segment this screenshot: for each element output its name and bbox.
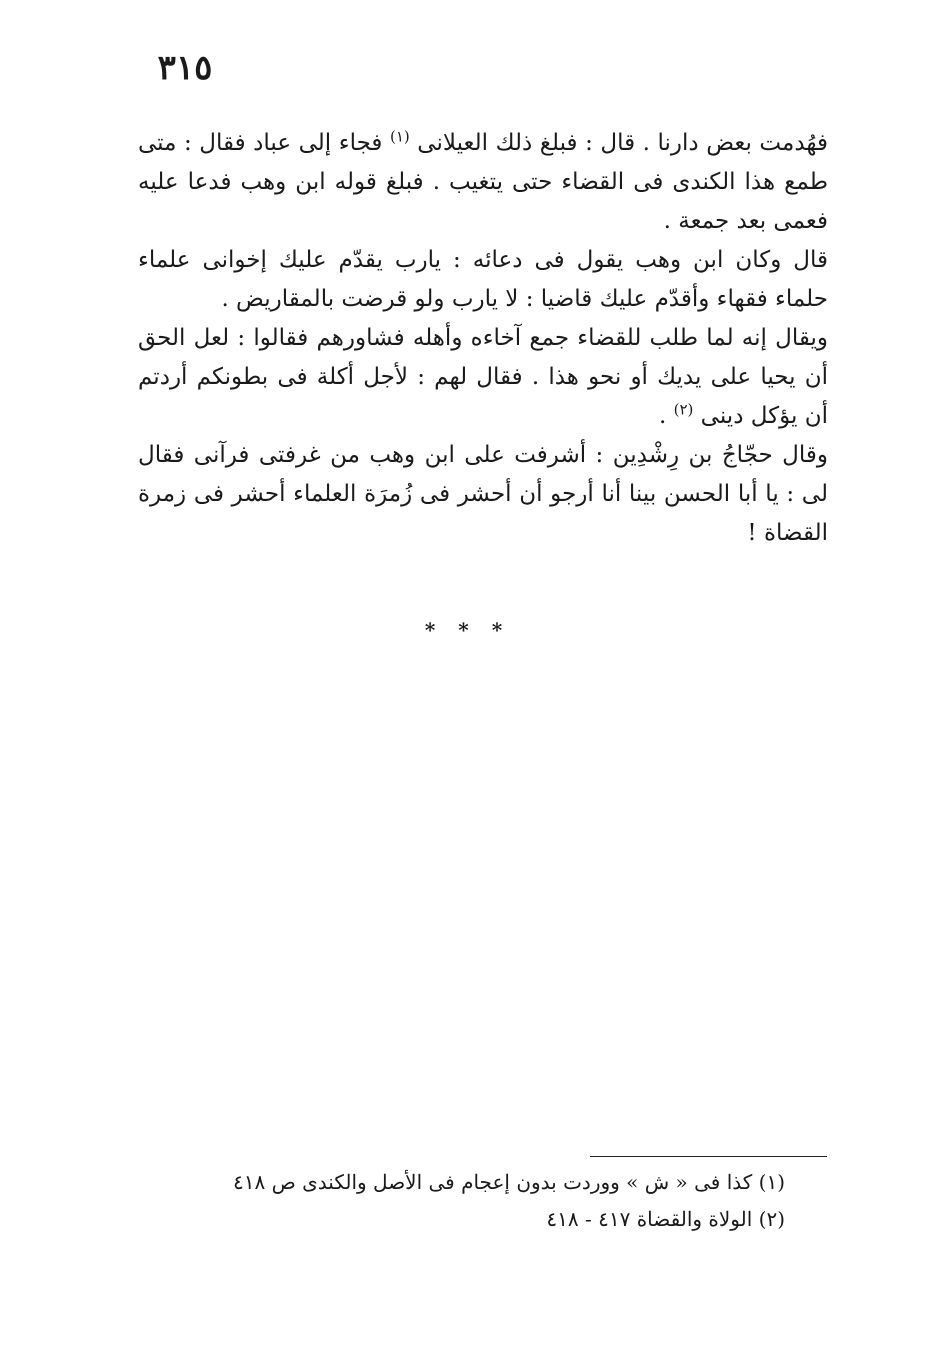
paragraph	[138, 319, 828, 436]
footnote: (٢) الولاة والقضاة ٤١٧ - ٤١٨	[546, 1207, 785, 1231]
text-span: قال وكان ابن وهب يقول فى دعائه : يارب يقدّم عليك إخوانى علماء حلماء فقهاء وأقدّم عليك قاضيا : لا يارب ولو قرضت بالمقاريض .	[138, 247, 828, 312]
footnote-rule	[590, 1156, 827, 1157]
paragraph	[138, 436, 828, 553]
text-span: وقال حجّاجُ بن رِشْدِين : أشرفت على ابن وهب من غرفتى فرآنى فقال لى : يا أبا الحسن بينا أنا أرجو أن أحشر فى زُمرَة العلماء أحشر فى زمرة القضاة !	[138, 442, 828, 546]
footnote: (١) كذا فى « ش » ووردت بدون إعجام فى الأصل والكندى ص ٤١٨	[233, 1170, 785, 1194]
footnote-marker[interactable]: (١)	[389, 127, 410, 146]
text-span: .	[658, 403, 674, 429]
footnote-marker[interactable]: (٢)	[673, 400, 694, 419]
text-span: فجاء إلى عباد فقال : متى طمع هذا الكندى فى القضاء حتى يتغيب . فبلغ قوله ابن وهب فدعا عليه فعمى بعد جمعة .	[138, 130, 828, 234]
paragraph	[138, 124, 828, 241]
section-separator: * * *	[424, 618, 511, 642]
text-span: فهُدمت بعض دارنا . قال : فبلغ ذلك العيلانى	[409, 130, 829, 156]
paragraph	[138, 241, 828, 319]
body-text	[138, 124, 828, 553]
page-number: ٣١٥	[157, 48, 213, 88]
text-span: ويقال إنه لما طلب للقضاء جمع آخاءه وأهله فشاورهم فقالوا : لعل الحق أن يحيا على يديك أو نحو هذا . فقال لهم : لأجل أكلة فى بطونكم أردتم أن يؤكل دينى	[138, 325, 828, 429]
footnotes	[233, 1164, 785, 1238]
